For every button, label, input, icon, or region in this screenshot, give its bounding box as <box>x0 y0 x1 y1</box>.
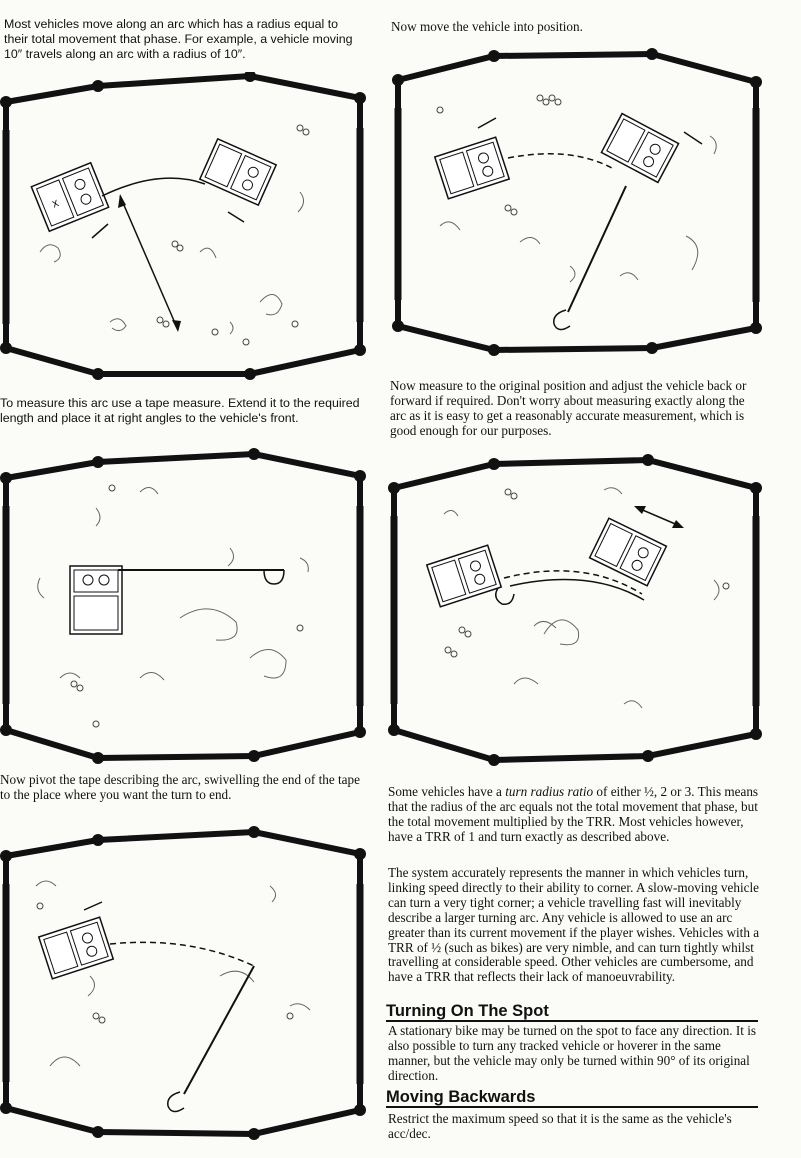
adjust-double-arrow <box>638 508 680 526</box>
frame-rivets <box>0 448 366 764</box>
movement-arc <box>110 942 254 966</box>
terrain-scribbles <box>36 881 310 1066</box>
vehicle-start <box>427 545 501 607</box>
vehicle-hatch-label: X <box>51 199 61 211</box>
frame-rivets <box>0 826 366 1140</box>
measure-paragraph: To measure this arc use a tape measure. Extend it to the required length and place it at right angles to the vehicle's front. <box>0 396 360 425</box>
radius-line <box>120 196 178 330</box>
panel-frame <box>6 832 360 1134</box>
heading-turning-on-the-spot: Turning On The Spot <box>386 1002 758 1022</box>
measure-original-paragraph: Now measure to the original position and adjust the vehicle back or forward if required. Don't worry about measuring exactly along the arc as it is easy to get a reasonably accurate measurement, which is good enough for our purposes. <box>390 378 747 438</box>
trr-paragraph <box>388 785 760 845</box>
frame-rivets <box>392 48 762 356</box>
frame-rivets <box>388 454 762 766</box>
heading-moving-backwards: Moving Backwards <box>386 1088 758 1108</box>
panel-frame <box>394 460 756 760</box>
vehicle-end <box>200 139 276 205</box>
trr-term: turn radius ratio <box>505 784 594 799</box>
tape-end-loop <box>554 310 570 330</box>
pivot-paragraph: Now pivot the tape describing the arc, swivelling the end of the tape to the place where you want the turn to end. <box>0 772 360 802</box>
radius-arrow-tip <box>172 320 181 332</box>
backwards-paragraph: Restrict the maximum speed so that it is the same as the vehicle's acc/dec. <box>388 1111 732 1141</box>
direction-arrow-left <box>92 224 108 238</box>
intro-paragraph: Most vehicles move along an arc which has a radius equal to their total movement that phase. For example, a vehicle moving 10″ travels along an arc with a radius of 10″. <box>4 17 353 61</box>
diagram-panel-5 <box>384 454 764 770</box>
tape-measure <box>568 186 626 312</box>
vehicle-start <box>39 917 113 979</box>
diagram-panel-2 <box>0 448 366 764</box>
diagram-panel-1 <box>0 72 366 380</box>
terrain-scribbles <box>444 488 719 708</box>
tape-end-loop <box>496 588 514 604</box>
tape-end-loop <box>168 1092 184 1112</box>
panel-frame <box>398 54 756 350</box>
trr-text-before: Some vehicles have a <box>388 784 506 799</box>
direction-arrow-right <box>228 212 244 222</box>
movement-arc <box>508 154 612 168</box>
trr-text-after: of either ½, 2 or 3. This means that the radius of the arc equals not the total movement that phase, but the total movement multiplied by the TRR. Most vehicles however, have a TRR of 1 and turn exactly as described above. <box>388 784 759 844</box>
tape-measure <box>184 966 254 1094</box>
vehicle-start <box>31 163 108 231</box>
spot-paragraph: A stationary bike may be turned on the spot to face any direction. It is also possible to turn any tracked vehicle or hoverer in the same manner, but the vehicle may only be turned within 90° of its original direction. <box>388 1023 757 1083</box>
tape-end-loop <box>264 570 284 584</box>
diagram-panel-4 <box>390 46 764 362</box>
move-paragraph: Now move the vehicle into position. <box>391 19 583 34</box>
panel-frame <box>6 454 360 758</box>
vehicle-start <box>435 137 509 199</box>
vehicle-end <box>590 518 667 586</box>
movement-arc <box>102 178 205 196</box>
direction-arrow-left <box>478 118 496 128</box>
vehicle-end <box>601 114 678 183</box>
vehicle-start <box>70 566 122 634</box>
tape-curve <box>510 580 644 600</box>
diagram-panel-3 <box>0 826 366 1142</box>
system-paragraph: The system accurately represents the manner in which vehicles turn, linking speed directly to their ability to corner. A slow-moving vehicle can turn a very tight corner; a vehicle travelling fast will inevitably describe a larger turning arc. Any vehicle is allowed to use an arc greater than its current movement if the player wishes. Vehicles with a TRR of ½ (such as bikes) are very nimble, and can turn tightly whilst travelling at considerable speed. Other vehicles are cumbersome, and have a TRR that reflects their lack of manoeuvrability. <box>388 865 760 985</box>
direction-arrow-right <box>684 132 702 144</box>
direction-arrow <box>84 902 102 910</box>
